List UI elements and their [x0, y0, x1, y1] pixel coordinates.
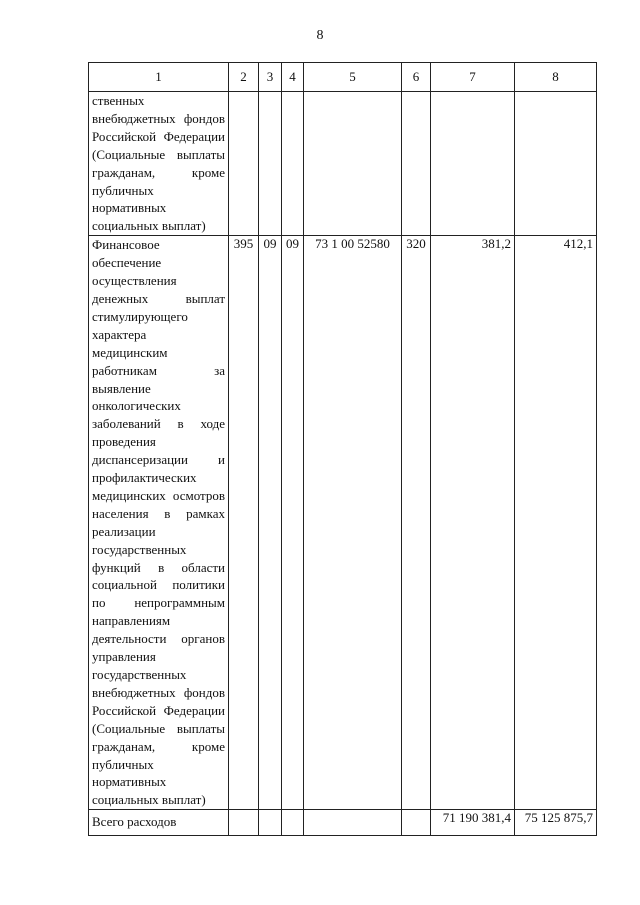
table-row	[89, 92, 597, 236]
total-cell-6	[402, 810, 431, 836]
row-cell-4	[282, 92, 304, 236]
column-header-5: 5	[304, 63, 402, 92]
page-number: 8	[316, 28, 324, 43]
row-cell-2: 395	[229, 236, 259, 810]
row-cell-8	[515, 92, 597, 236]
table-row	[89, 236, 597, 810]
budget-table	[88, 62, 597, 836]
total-cell-4	[282, 810, 304, 836]
column-header-8: 8	[515, 63, 597, 92]
total-cell-3	[259, 810, 282, 836]
column-header-3: 3	[259, 63, 282, 92]
total-cell-8: 75 125 875,7	[515, 810, 597, 836]
row-cell-3	[259, 92, 282, 236]
total-cell-2	[229, 810, 259, 836]
header-row	[89, 63, 597, 92]
row-description: ственных внебюджетных фондов Российской Федерации (Социальные выплаты гражданам, кроме публичных нормативных социальных выплат)	[89, 92, 229, 236]
total-cell-7: 71 190 381,4	[431, 810, 515, 836]
column-header-7: 7	[431, 63, 515, 92]
column-header-2: 2	[229, 63, 259, 92]
total-label: Всего расходов	[89, 810, 229, 836]
column-header-4: 4	[282, 63, 304, 92]
column-header-1: 1	[89, 63, 229, 92]
total-cell-5	[304, 810, 402, 836]
row-cell-2	[229, 92, 259, 236]
column-header-6: 6	[402, 63, 431, 92]
row-description: Финансовое обеспечение осуществления денежных выплат стимулирующего характера медицинским работникам за выявление онкологических заболеваний в ходе проведения диспансеризации и профилактических медицинских осмотров населения в рамках реализации государственных функций в области социальной политики по непрограммным направлениям деятельности органов управления государственных внебюджетных фондов Российской Федерации (Социальные выплаты гражданам, кроме публичных нормативных социальных выплат)	[89, 236, 229, 810]
row-cell-6	[402, 92, 431, 236]
row-cell-5	[304, 92, 402, 236]
row-cell-5: 73 1 00 52580	[304, 236, 402, 810]
row-cell-8: 412,1	[515, 236, 597, 810]
total-row	[89, 810, 597, 836]
row-cell-7: 381,2	[431, 236, 515, 810]
row-cell-3: 09	[259, 236, 282, 810]
row-cell-4: 09	[282, 236, 304, 810]
row-cell-7	[431, 92, 515, 236]
row-cell-6: 320	[402, 236, 431, 810]
